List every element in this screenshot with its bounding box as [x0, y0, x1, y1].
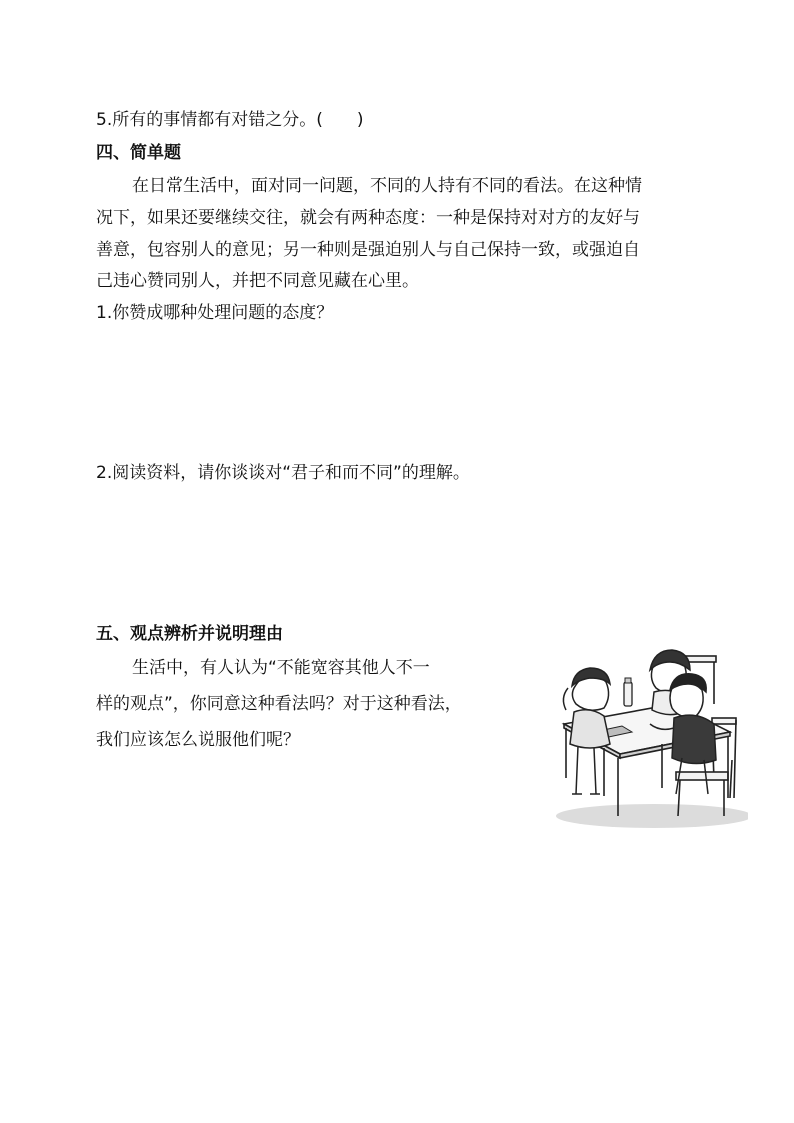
paragraph-line: 在日常生活中，面对同一问题，不同的人持有不同的看法。在这种情	[132, 176, 642, 196]
question-4-1: 1.你赞成哪种处理问题的态度？	[96, 303, 334, 323]
paragraph-line: 我们应该怎么说服他们呢？	[96, 730, 300, 750]
paragraph-line: 生活中，有人认为“不能宽容其他人不一	[132, 658, 430, 678]
paragraph-line: 善意，包容别人的意见；另一种则是强迫别人与自己保持一致，或强迫自	[96, 240, 640, 260]
section-5-title: 五、观点辨析并说明理由	[96, 624, 283, 644]
section-4-title: 四、简单题	[96, 143, 181, 163]
paragraph-line: 况下，如果还要继续交往，就会有两种态度：一种是保持对对方的友好与	[96, 208, 640, 228]
students-discussion-illustration	[544, 648, 748, 830]
paragraph-line: 己违心赞同别人，并把不同意见藏在心里。	[96, 271, 419, 291]
question-5: 5.所有的事情都有对错之分。( )	[96, 110, 364, 130]
paragraph-line: 样的观点”，你同意这种看法吗？对于这种看法，	[96, 694, 462, 714]
question-4-2: 2.阅读资料，请你谈谈对“君子和而不同”的理解。	[96, 463, 470, 483]
